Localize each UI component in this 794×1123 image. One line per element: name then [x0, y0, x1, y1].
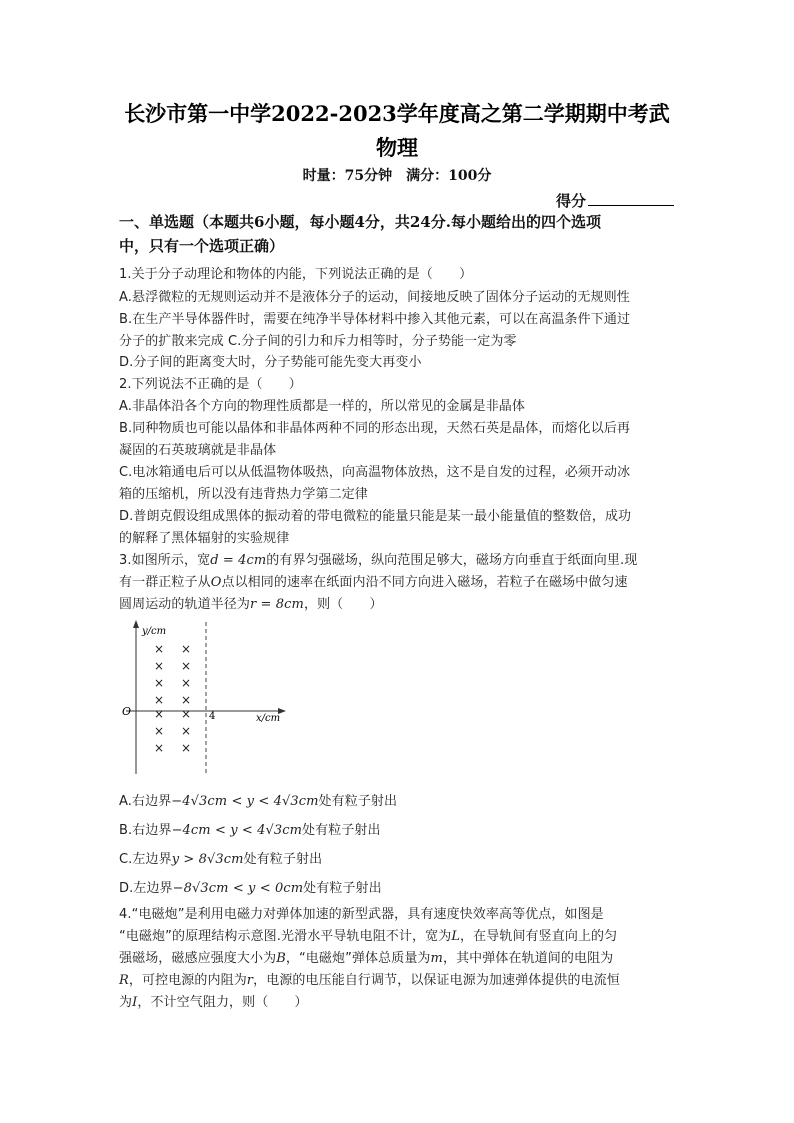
q3-stem2-b: 点以相同的速率在纸面内沿不同方向进入磁场，若粒子在磁场中做匀速 — [221, 575, 628, 590]
q3-option-d-math: −8√3cm < y < 0cm — [172, 881, 304, 896]
score-blank — [588, 191, 674, 206]
q3-option-c-prefix: C.左边界 — [119, 852, 172, 867]
q3-option-a — [119, 790, 397, 809]
q4-l2-b: ，在导轨间有竖直向上的匀 — [460, 929, 618, 944]
field-cross-symbol: × — [153, 724, 165, 738]
field-cross-symbol: × — [153, 659, 165, 673]
origin-label: O — [122, 705, 132, 718]
q2-option-b-line1: B.同种物质也可能以晶体和非晶体两种不同的形态出现，天然石英是晶体，而熔化以后再 — [119, 421, 631, 436]
q3-option-c-suffix: 处有粒子射出 — [243, 852, 323, 867]
q4-line4 — [119, 969, 620, 988]
q2-option-d-line2: 的解释了黑体辐射的实验规律 — [119, 531, 290, 546]
exam-title: 长沙市第一中学2022-2023学年度高之第二学期期中考武 — [124, 101, 670, 126]
q2-option-b-line2: 凝固的石英玻璃就是非晶体 — [119, 443, 277, 458]
q3-option-d — [119, 877, 382, 896]
q3-stem3-b: ，则（ ） — [303, 597, 383, 612]
subject-title: 物理 — [376, 135, 418, 160]
q4-l5-b: ，不计空气阻力，则（ ） — [137, 995, 308, 1010]
field-cross-symbol: × — [153, 676, 165, 690]
q2-stem: 2.下列说法不正确的是（ ） — [119, 377, 302, 392]
q1-option-b-line1: B.在生产半导体器件时，需要在纯净半导体材料中掺入其他元素，可以在高温条件下通过 — [119, 312, 631, 327]
score-label: 得分 — [556, 192, 587, 210]
q3-stem-line1 — [119, 549, 637, 568]
q3-stem-line3 — [119, 593, 383, 612]
q2-option-c-line1: C.电冰箱通电后可以从低温物体吸热，向高温物体放热，这不是自发的过程，必须开动冰 — [119, 465, 631, 480]
q3-option-c-math: y > 8√3cm — [171, 852, 244, 867]
q3-stem-line2 — [119, 571, 628, 590]
q3-stem2-a: 有一群正粒子从 — [119, 575, 211, 590]
q4-l2-math: L — [451, 929, 461, 944]
field-cross-symbol: × — [180, 659, 192, 673]
field-cross-symbol: × — [153, 707, 165, 721]
q4-line3 — [119, 947, 613, 966]
q3-stem1-a: 3.如图所示，宽 — [119, 553, 211, 568]
tick-label-4: 4 — [209, 711, 216, 722]
field-cross-symbol: × — [180, 707, 192, 721]
section-heading — [119, 210, 679, 258]
q3-option-a-prefix: A.右边界 — [119, 794, 172, 809]
q3-option-a-math: −4√3cm < y < 4√3cm — [171, 794, 319, 809]
q3-width-math: d = 4cm — [210, 553, 267, 568]
q4-l3-math2: m — [430, 951, 443, 966]
q4-l5-math: I — [132, 995, 138, 1010]
q2-option-d-line1: D.普朗克假设组成黑体的振动着的带电微粒的能量只能是某一最小能量值的整数倍，成功 — [119, 509, 632, 524]
q3-option-c — [119, 848, 322, 867]
q4-l3-a: 强磁场，磁感应强度大小为 — [119, 951, 277, 966]
q3-option-d-suffix: 处有粒子射出 — [303, 881, 382, 896]
time-info: 时量：75分钟 满分：100分 — [302, 168, 492, 184]
q1-option-d: D.分子间的距离变大时，分子势能可能先变大再变小 — [119, 355, 422, 370]
q1-option-b-line2: 分子的扩散来完成 C.分子间的引力和斥力相等时，分子势能一定为零 — [119, 334, 517, 349]
field-cross-symbol: × — [180, 693, 192, 707]
q3-option-b-math: −4cm < y < 4√3cm — [171, 823, 303, 838]
q4-l5-a: 为 — [119, 995, 133, 1010]
field-cross-symbol: × — [180, 642, 192, 656]
field-cross-symbol: × — [153, 642, 165, 656]
field-cross-symbol: × — [153, 741, 165, 755]
q4-l3-c: ，其中弹体在轨道间的电阻为 — [442, 951, 614, 966]
q3-stem3-a: 圆周运动的轨道半径为 — [119, 597, 251, 612]
q4-l3-math1: B — [276, 951, 286, 966]
q4-l4-math1: R — [119, 973, 129, 988]
magnetic-field-figure — [118, 618, 288, 776]
field-cross-symbol: × — [153, 693, 165, 707]
q3-option-b — [119, 819, 381, 838]
field-cross-symbol: × — [180, 724, 192, 738]
section-heading-line2: 中，只有一个选项正确） — [119, 237, 285, 255]
field-cross-symbol: × — [180, 676, 192, 690]
score-field — [556, 190, 674, 211]
q4-line1: 4.“电磁炮”是利用电磁力对弹体加速的新型武器，具有速度快效率高等优点，如图是 — [119, 907, 604, 922]
field-cross-symbol: × — [180, 741, 192, 755]
q4-l4-a: ，可控电源的内阻为 — [128, 973, 247, 988]
q4-l3-b: ，“电磁炮”弹体总质量为 — [285, 951, 431, 966]
q1-option-a: A.悬浮微粒的无规则运动并不是液体分子的运动，间接地反映了固体分子运动的无规则性 — [119, 290, 630, 305]
q3-option-b-suffix: 处有粒子射出 — [302, 823, 381, 838]
q4-l2-a: “电磁炮”的原理结构示意图.光滑水平导轨电阻不计，宽为 — [119, 929, 452, 944]
q3-stem1-b: 的有界匀强磁场，纵向范围足够大，磁场方向垂直于纸面向里.现 — [266, 553, 638, 568]
q2-option-c-line2: 箱的压缩机，所以没有违背热力学第二定律 — [119, 487, 368, 502]
q3-option-d-prefix: D.左边界 — [119, 881, 173, 896]
q2-option-a: A.非晶体沿各个方向的物理性质都是一样的，所以常见的金属是非晶体 — [119, 399, 525, 414]
q3-option-b-prefix: B.右边界 — [119, 823, 172, 838]
q3-option-a-suffix: 处有粒子射出 — [318, 794, 398, 809]
q3-radius-math: r = 8cm — [250, 597, 304, 612]
field-crosses — [154, 642, 191, 755]
y-axis-label: y/cm — [142, 626, 167, 637]
q4-line2 — [119, 925, 617, 944]
q1-stem: 1.关于分子动理论和物体的内能，下列说法正确的是（ ） — [119, 267, 473, 282]
section-heading-line1: 一、单选题（本题共6小题，每小题4分，共24分.每小题给出的四个选项 — [119, 213, 601, 231]
q3-origin-math: O — [210, 575, 222, 590]
q4-l4-math2: r — [246, 973, 254, 988]
x-axis-label: x/cm — [256, 713, 281, 724]
y-axis-arrow — [133, 620, 139, 628]
q4-l4-b: ，电源的电压能自行调节，以保证电源为加速弹体提供的电流恒 — [253, 973, 620, 988]
q4-line5 — [119, 991, 308, 1010]
